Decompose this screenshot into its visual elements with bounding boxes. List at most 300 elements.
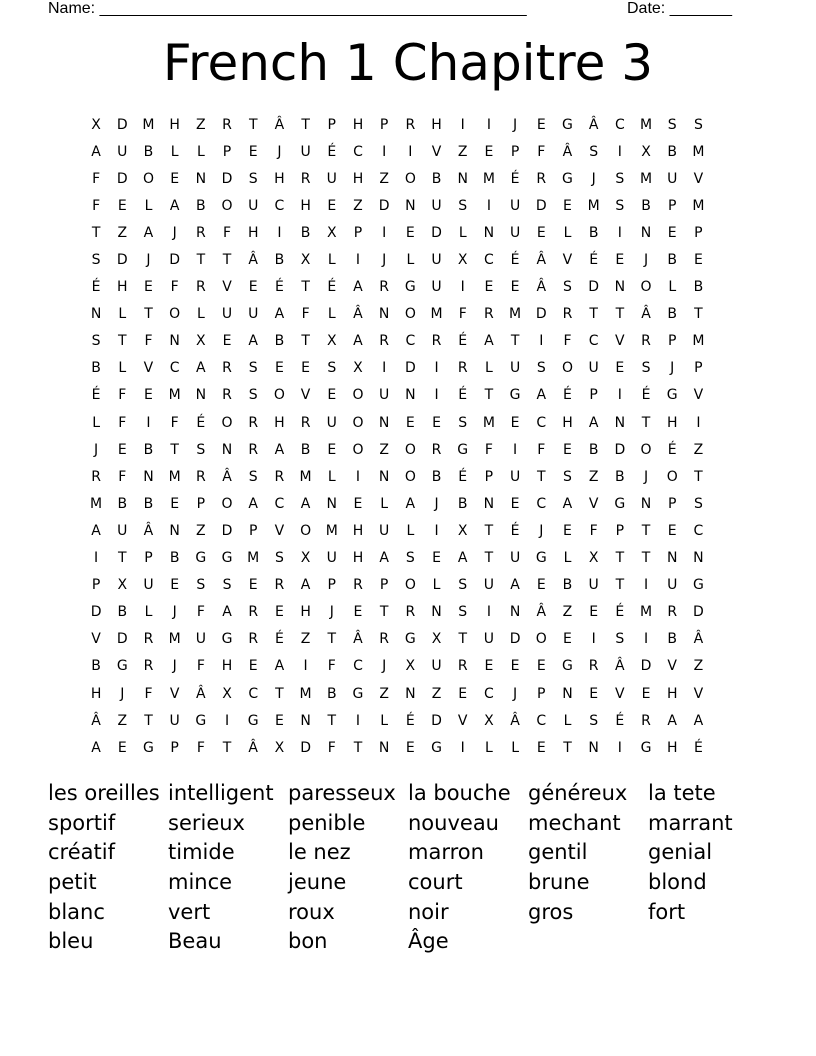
grid-letter: É [510,170,520,187]
grid-letter: E [667,522,677,539]
grid-letter: T [144,306,153,323]
grid-letter: T [222,739,232,756]
grid-letter: G [116,658,128,675]
word-list-item: jeune [288,870,347,895]
grid-letter: X [457,522,468,539]
grid-letter: H [300,197,311,214]
grid-letter: E [484,658,494,675]
grid-letter: S [615,631,625,648]
grid-letter: I [617,143,622,160]
grid-letter: P [537,685,546,702]
grid-letter: O [352,414,364,431]
grid-letter: M [482,414,495,431]
grid-letter: E [144,387,153,404]
grid-letter: S [693,495,703,512]
grid-letter: U [143,577,154,594]
grid-letter: E [458,685,468,702]
grid-letter: A [588,414,599,431]
grid-letter: J [172,658,177,675]
grid-letter: R [274,577,285,594]
grid-letter: R [143,631,154,648]
grid-letter: O [352,441,364,458]
grid-letter: S [589,712,599,729]
grid-letter: I [434,387,439,404]
grid-letter: C [353,143,363,160]
grid-letter: L [563,550,572,567]
grid-letter: I [382,143,387,160]
grid-letter: B [169,550,180,567]
grid-letter: R [667,604,678,621]
grid-letter: B [326,685,337,702]
grid-letter: M [509,306,522,323]
grid-letter: E [327,441,337,458]
grid-letter: G [535,550,547,567]
grid-letter: E [327,197,337,214]
grid-letter: U [248,306,259,323]
grid-letter: V [615,333,625,350]
grid-letter: V [562,252,573,269]
word-list-item: Âge [408,929,449,954]
grid-letter: G [562,170,573,187]
grid-letter: I [355,252,361,269]
grid-letter: B [274,333,285,350]
grid-letter: F [301,306,310,323]
grid-letter: D [378,197,390,214]
grid-letter: A [196,360,206,377]
grid-letter: T [615,306,625,323]
grid-letter: U [509,197,521,214]
grid-letter: R [248,631,259,648]
grid-letter: L [196,143,205,160]
grid-letter: P [248,522,258,539]
word-list-item: Beau [168,929,222,954]
word-list-item: blond [648,870,707,895]
grid-letter: B [588,441,599,458]
grid-letter: C [614,116,625,133]
grid-letter: H [274,414,285,431]
grid-letter: N [483,495,495,512]
grid-letter: X [300,550,311,567]
grid-letter: G [221,550,233,567]
grid-letter: F [92,197,101,214]
grid-letter: R [274,468,285,485]
grid-letter: F [327,658,336,675]
grid-letter: B [667,143,678,160]
grid-letter: Z [196,116,206,133]
grid-letter: A [300,495,311,512]
grid-letter: D [169,252,181,269]
grid-letter: A [562,495,573,512]
grid-letter: É [510,252,520,269]
grid-letter: I [486,116,491,133]
grid-letter: É [667,441,677,458]
grid-letter: R [91,468,101,485]
grid-letter: X [274,739,285,756]
grid-letter: U [379,522,390,539]
grid-letter: É [405,712,415,729]
grid-letter: C [588,333,599,350]
grid-letter: N [614,279,626,296]
grid-letter: X [353,360,363,377]
grid-letter: T [484,550,494,567]
grid-letter: E [248,279,258,296]
grid-letter: R [484,306,494,323]
grid-letter: O [169,306,181,323]
grid-letter: D [535,306,547,323]
grid-letter: B [143,143,154,160]
grid-letter: Z [457,143,468,160]
grid-letter: S [327,360,337,377]
grid-letter: N [169,333,180,350]
page-title: French 1 Chapitre 3 [162,34,654,92]
grid-letter: E [536,739,546,756]
grid-letter: O [404,306,416,323]
word-list-item: court [408,870,463,895]
grid-letter: T [118,333,127,350]
word-list-item: la bouche [408,781,511,805]
grid-letter: M [168,631,181,648]
grid-letter: T [91,224,101,241]
grid-letter: A [274,658,285,675]
grid-letter: E [405,224,415,241]
grid-letter: T [484,522,494,539]
grid-letter: G [195,550,207,567]
grid-letter: R [641,333,651,350]
grid-letter: C [484,685,494,702]
grid-letter: J [591,170,596,187]
grid-letter: S [458,604,468,621]
grid-letter: X [326,224,337,241]
grid-letter: H [117,279,128,296]
grid-letter: N [326,495,338,512]
grid-letter: I [591,631,596,648]
word-list-item: timide [168,840,235,865]
grid-letter: L [563,224,572,241]
grid-letter: E [484,279,494,296]
grid-letter: I [382,224,387,241]
grid-letter: E [536,116,546,133]
grid-letter: L [144,604,153,621]
grid-letter: U [326,170,337,187]
grid-letter: A [457,550,468,567]
grid-letter: G [143,739,154,756]
grid-letter: S [196,577,206,594]
grid-letter: T [248,116,258,133]
grid-letter: É [693,739,703,756]
letter-grid [83,111,712,761]
grid-letter: N [457,170,468,187]
grid-letter: S [458,414,468,431]
word-list-item: noir [408,899,449,924]
grid-letter: G [457,441,469,458]
grid-letter: T [144,712,153,729]
grid-letter: U [431,279,442,296]
grid-letter: C [536,712,547,729]
grid-letter: E [510,414,520,431]
grid-letter: D [116,631,128,648]
grid-letter: E [117,739,127,756]
grid-letter: J [434,495,439,512]
grid-letter: L [144,197,153,214]
grid-letter: L [170,143,179,160]
word-list-item: mince [168,870,233,895]
grid-letter: D [431,224,442,241]
grid-letter: I [460,739,465,756]
grid-letter: S [248,387,258,404]
grid-letter: I [643,577,649,594]
grid-letter: I [617,387,622,404]
word-list-item: nouveau [408,810,499,835]
grid-letter: B [693,279,704,296]
grid-letter: B [117,495,128,512]
grid-letter: E [641,685,651,702]
grid-letter: J [670,360,675,377]
grid-letter: E [353,495,363,512]
grid-letter: E [432,414,441,431]
grid-letter: R [379,631,390,648]
grid-letter: T [563,739,572,756]
grid-letter: R [300,170,311,187]
grid-letter: P [327,577,336,594]
grid-letter: C [169,360,180,377]
grid-letter: S [536,360,546,377]
grid-letter: Â [641,306,651,323]
grid-letter: M [142,116,155,133]
grid-letter: L [432,577,441,594]
grid-letter: G [692,577,704,594]
grid-letter: Â [353,306,363,323]
grid-letter: H [562,414,573,431]
grid-letter: P [667,333,677,350]
grid-letter: S [248,468,258,485]
grid-letter: N [640,224,652,241]
grid-letter: L [406,522,415,539]
grid-letter: H [431,116,442,133]
grid-letter: N [195,170,207,187]
grid-letter: D [431,712,442,729]
grid-letter: U [117,143,128,160]
grid-letter: S [615,197,625,214]
grid-letter: N [143,468,154,485]
grid-letter: H [221,658,233,675]
grid-letter: U [300,143,311,160]
grid-letter: B [667,252,678,269]
word-list-item: le nez [288,840,351,865]
grid-letter: F [118,414,127,431]
grid-letter: C [536,414,547,431]
grid-letter: U [667,170,678,187]
grid-letter: É [458,468,468,485]
grid-letter: E [274,712,284,729]
grid-letter: T [196,252,206,269]
grid-letter: S [589,143,599,160]
word-list-item: serieux [168,810,245,835]
word-list-item: marrant [648,810,733,835]
word-list-item: généreux [528,781,628,805]
grid-letter: A [536,387,547,404]
grid-letter: Â [510,712,520,729]
grid-letter: Â [562,143,573,160]
grid-letter: Z [117,224,128,241]
grid-letter: S [641,360,651,377]
grid-letter: Â [248,252,258,269]
word-list-item: blanc [48,899,105,924]
grid-letter: X [196,333,206,350]
grid-letter: E [563,631,572,648]
word-list-item: petit [48,870,97,895]
grid-letter: P [510,143,520,160]
grid-letter: E [589,685,599,702]
grid-letter: T [641,550,651,567]
grid-letter: O [640,441,652,458]
word-list-item: vert [168,899,211,924]
grid-letter: I [434,522,439,539]
grid-letter: N [90,306,102,323]
grid-letter: O [535,631,547,648]
grid-letter: D [404,360,416,377]
grid-letter: Z [196,522,206,539]
grid-letter: L [485,739,493,756]
grid-letter: U [169,712,180,729]
word-list-item: fort [648,899,686,924]
grid-letter: É [274,279,284,296]
grid-letter: S [274,550,284,567]
grid-letter: Â [196,685,206,702]
grid-letter: B [431,468,442,485]
grid-letter: Z [117,712,128,729]
grid-letter: F [563,333,572,350]
grid-letter: L [668,279,677,296]
grid-letter: F [537,143,546,160]
grid-letter: R [457,658,468,675]
grid-letter: A [222,604,232,621]
grid-letter: T [275,685,284,702]
grid-letter: O [404,468,416,485]
grid-letter: B [117,604,128,621]
grid-letter: F [118,387,127,404]
grid-letter: S [91,252,101,269]
grid-letter: M [299,468,312,485]
grid-letter: O [404,170,416,187]
word-list-item: brune [528,870,590,895]
grid-letter: P [91,577,101,594]
grid-letter: T [379,604,389,621]
grid-letter: E [510,658,520,675]
grid-letter: N [405,685,416,702]
grid-letter: Â [588,116,599,133]
grid-letter: I [303,658,308,675]
grid-letter: Z [431,685,442,702]
word-list-item: la tete [648,781,716,805]
grid-letter: I [617,224,622,241]
grid-letter: Â [274,116,285,133]
grid-letter: T [327,631,337,648]
grid-letter: O [404,441,416,458]
grid-letter: R [431,441,442,458]
grid-letter: B [196,197,206,214]
grid-letter: D [221,522,233,539]
grid-letter: Z [379,441,389,458]
grid-letter: R [195,279,206,296]
grid-letter: A [484,333,494,350]
grid-letter: V [143,360,154,377]
grid-letter: D [535,197,547,214]
grid-letter: B [274,252,285,269]
grid-letter: R [143,658,154,675]
grid-letter: S [615,170,625,187]
grid-letter: M [90,495,103,512]
grid-letter: V [222,279,232,296]
grid-letter: O [273,387,285,404]
grid-letter: P [379,577,389,594]
grid-letter: X [431,631,442,648]
grid-letter: Z [300,631,311,648]
grid-letter: F [484,441,493,458]
grid-letter: É [274,631,284,648]
grid-letter: M [325,522,338,539]
grid-letter: N [378,739,390,756]
grid-letter: P [667,495,677,512]
grid-letter: A [353,279,363,296]
grid-letter: É [589,252,599,269]
grid-letter: J [539,522,544,539]
grid-letter: B [300,224,311,241]
grid-letter: V [615,685,625,702]
grid-letter: V [457,712,468,729]
grid-letter: I [277,224,282,241]
grid-letter: É [458,333,468,350]
grid-letter: S [196,441,206,458]
grid-letter: É [510,522,520,539]
grid-letter: A [274,441,285,458]
grid-letter: P [196,495,206,512]
grid-letter: Z [379,170,389,187]
grid-letter: Â [536,604,547,621]
grid-letter: P [327,116,336,133]
grid-letter: T [641,522,651,539]
grid-letter: D [693,604,704,621]
grid-letter: U [431,252,442,269]
grid-letter: V [91,631,101,648]
grid-letter: I [460,279,465,296]
grid-letter: O [221,414,233,431]
grid-letter: A [248,495,258,512]
grid-letter: É [91,279,101,296]
grid-letter: R [222,387,232,404]
word-list-item: bon [288,929,328,954]
grid-letter: I [355,468,361,485]
grid-letter: X [300,252,311,269]
grid-letter: R [248,414,259,431]
grid-letter: I [146,414,151,431]
grid-letter: A [91,739,101,756]
grid-letter: N [195,387,207,404]
grid-letter: Z [379,685,389,702]
grid-letter: I [539,333,544,350]
grid-letter: F [170,414,179,431]
grid-letter: G [247,712,259,729]
grid-letter: X [326,333,337,350]
word-list-item: créatif [48,840,115,865]
grid-letter: H [352,170,364,187]
grid-letter: C [536,495,547,512]
grid-letter: O [352,387,364,404]
grid-letter: E [432,550,441,567]
grid-letter: Â [536,252,547,269]
grid-letter: P [694,224,703,241]
grid-letter: H [352,522,364,539]
grid-letter: M [299,685,312,702]
